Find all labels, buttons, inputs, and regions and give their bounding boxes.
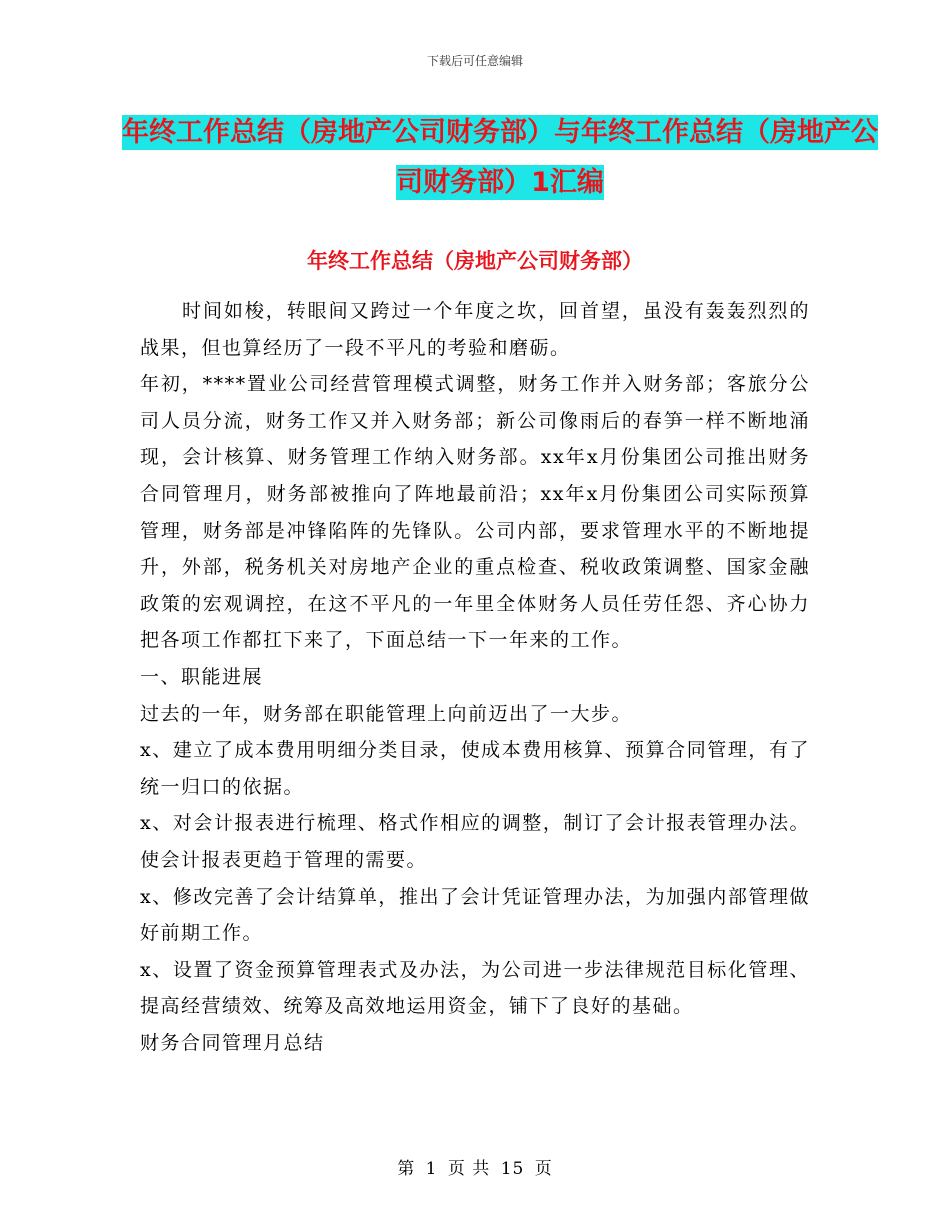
document-title-text: 年终工作总结（房地产公司财务部）与年终工作总结（房地产公司财务部）1汇编 bbox=[122, 117, 878, 198]
list-item-cost-catalog: x、建立了成本费用明细分类目录，使成本费用核算、预算合同管理，有了统一归口的依据。 bbox=[140, 739, 810, 798]
section-title: 年终工作总结（房地产公司财务部） bbox=[307, 249, 643, 273]
paragraph-past-year: 过去的一年，财务部在职能管理上向前迈出了一大步。 bbox=[140, 702, 633, 725]
list-item-report-format: x、对会计报表进行梳理、格式作相应的调整，制订了会计报表管理办法。使会计报表更趋于管理的需要。 bbox=[140, 812, 810, 871]
list-item-fund-budget: x、设置了资金预算管理表式及办法，为公司进一步法律规范目标化管理、提高经营绩效、统筹及高效地运用资金，铺下了良好的基础。 bbox=[140, 958, 810, 1018]
header-note: 下载后可任意编辑 bbox=[426, 54, 523, 68]
heading-function-progress: 一、职能进展 bbox=[140, 665, 264, 688]
page-footer bbox=[0, 1154, 950, 1179]
paragraph-intro: 时间如梭，转眼间又跨过一个年度之坎，回首望，虽没有轰轰烈烈的战果，但也算经历了一段不平凡的考验和磨砺。 bbox=[140, 300, 810, 359]
document-body bbox=[140, 293, 810, 1061]
footer-page-number: 1 bbox=[425, 1159, 438, 1179]
footer-mid: 页 共 bbox=[447, 1159, 491, 1179]
footer-suffix: 页 bbox=[534, 1159, 553, 1179]
list-item-settlement-form: x、修改完善了会计结算单，推出了会计凭证管理办法，为加强内部管理做好前期工作。 bbox=[140, 885, 810, 945]
footer-total-pages: 15 bbox=[500, 1159, 525, 1179]
heading-contract-month: 财务合同管理月总结 bbox=[140, 1031, 325, 1054]
paragraph-overview: 年初，****置业公司经营管理模式调整，财务工作并入财务部；客旅分公司人员分流，财务工作又并入财务部；新公司像雨后的春笋一样不断地涌现，会计核算、财务管理工作纳入财务部。xx年x月份集团公司推出财务合同管理月，财务部被推向了阵地最前沿；xx年x月份集团公司实际预算管理，财务部是冲锋陷阵的先锋队。公司内部，要求管理水平的不断地提升，外部，税务机关对房地产企业的重点检查、税收政策调整、国家金融政策的宏观调控，在这不平凡的一年里全体财务人员任劳任怨、齐心协力把各项工作都扛下来了，下面总结一下一年来的工作。 bbox=[140, 373, 810, 652]
document-title bbox=[120, 108, 880, 208]
footer-prefix: 第 bbox=[397, 1159, 416, 1179]
